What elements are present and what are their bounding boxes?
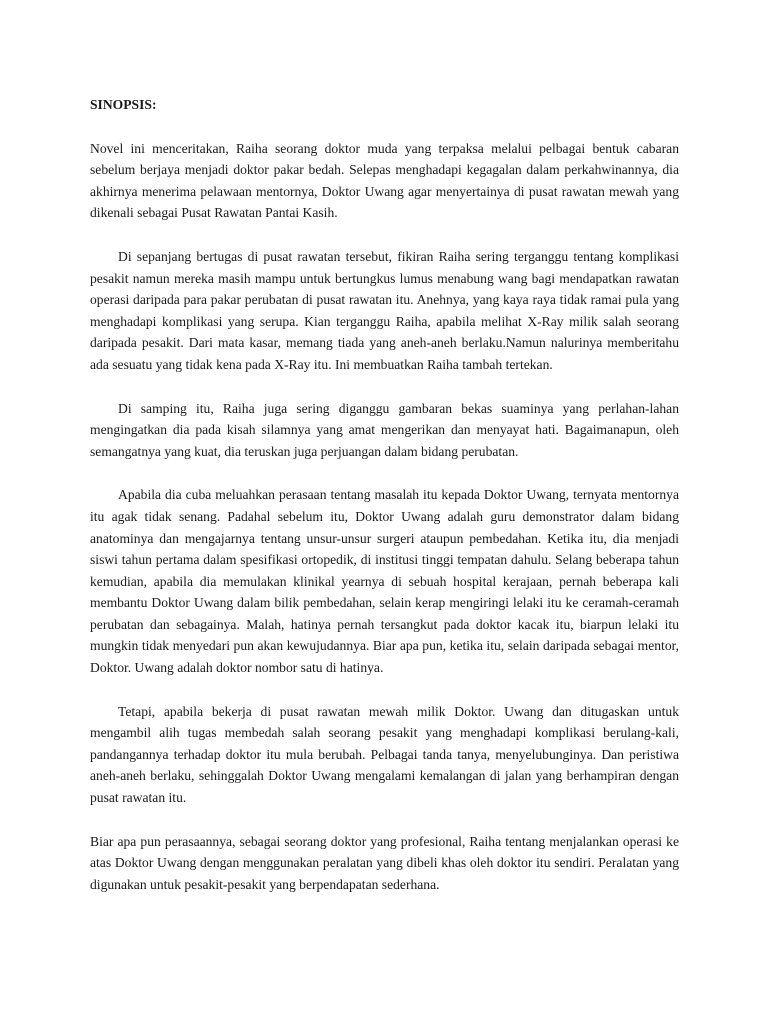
- paragraph-3: Di samping itu, Raiha juga sering diganggu gambaran bekas suaminya yang perlahan-lahan mengingatkan dia pada kisah silamnya yang amat mengerikan dan menyayat hati. Bagaimanapun, oleh semangatnya yang kuat, dia teruskan juga perjuangan dalam bidang perubatan.: [90, 400, 679, 459]
- document-heading: SINOPSIS:: [90, 97, 157, 112]
- paragraph-4: Apabila dia cuba meluahkan perasaan tentang masalah itu kepada Doktor Uwang, ternyata mentornya itu agak tidak senang. Padahal sebelum itu, Doktor Uwang adalah guru demonstrator dalam bidang anatominya dan mengajarnya tentang unsur-unsur surgeri ataupun pembedahan. Ketika itu, dia menjadi siswi tahun pertama dalam spesifikasi ortopedik, di institusi tinggi tempatan dahulu. Selang beberapa tahun kemudian, apabila dia memulakan klinikal yearnya di sebuah hospital kerajaan, pernah beberapa kali membantu Doktor Uwang dalam bilik pembedahan, selain kerap mengiringi lelaki itu ke ceramah-ceramah perubatan dan sebagainya. Malah, hatinya pernah tersangkut pada doktor kacak itu, biarpun lelaki itu mungkin tidak menyedari pun akan kewujudannya. Biar apa pun, ketika itu, selain daripada sebagai mentor, Doktor. Uwang adalah doktor nombor satu di hatinya.: [90, 487, 679, 676]
- paragraph-2: Di sepanjang bertugas di pusat rawatan tersebut, fikiran Raiha sering terganggu tentang komplikasi pesakit namun mereka masih mampu untuk bertungkus lumus menabung wang bagi mendapatkan rawatan operasi daripada para pakar perubatan di pusat rawatan itu. Anehnya, yang kaya raya tidak ramai pula yang menghadapi komplikasi yang serupa. Kian terganggu Raiha, apabila melihat X-Ray milik salah seorang daripada pesakit. Dari mata kasar, memang tiada yang aneh-aneh berlaku.Namun nalurinya memberitahu ada sesuatu yang tidak kena pada X-Ray itu. Ini membuatkan Raiha tambah tertekan.: [90, 248, 679, 372]
- document-page: [90, 94, 679, 895]
- paragraph-5: Tetapi, apabila bekerja di pusat rawatan mewah milik Doktor. Uwang dan ditugaskan untuk mengambil alih tugas membedah salah seorang pesakit yang menghadapi komplikasi berulang-kali, pandangannya terhadap doktor itu mula berubah. Pelbagai tanda tanya, menyelubunginya. Dan peristiwa aneh-aneh berlaku, sehinggalah Doktor Uwang mengalami kemalangan di jalan yang berhampiran dengan pusat rawatan itu.: [90, 703, 679, 806]
- paragraph-1: Novel ini menceritakan, Raiha seorang doktor muda yang terpaksa melalui pelbagai bentuk cabaran sebelum berjaya menjadi doktor pakar bedah. Selepas menghadapi kegagalan dalam perkahwinannya, dia akhirnya menerima pelawaan mentornya, Doktor Uwang agar menyertainya di pusat rawatan mewah yang dikenali sebagai Pusat Rawatan Pantai Kasih.: [90, 140, 679, 221]
- paragraph-6: Biar apa pun perasaannya, sebagai seorang doktor yang profesional, Raiha tentang menjalankan operasi ke atas Doktor Uwang dengan menggunakan peralatan yang dibeli khas oleh doktor itu sendiri. Peralatan yang digunakan untuk pesakit-pesakit yang berpendapatan sederhana.: [90, 833, 679, 892]
